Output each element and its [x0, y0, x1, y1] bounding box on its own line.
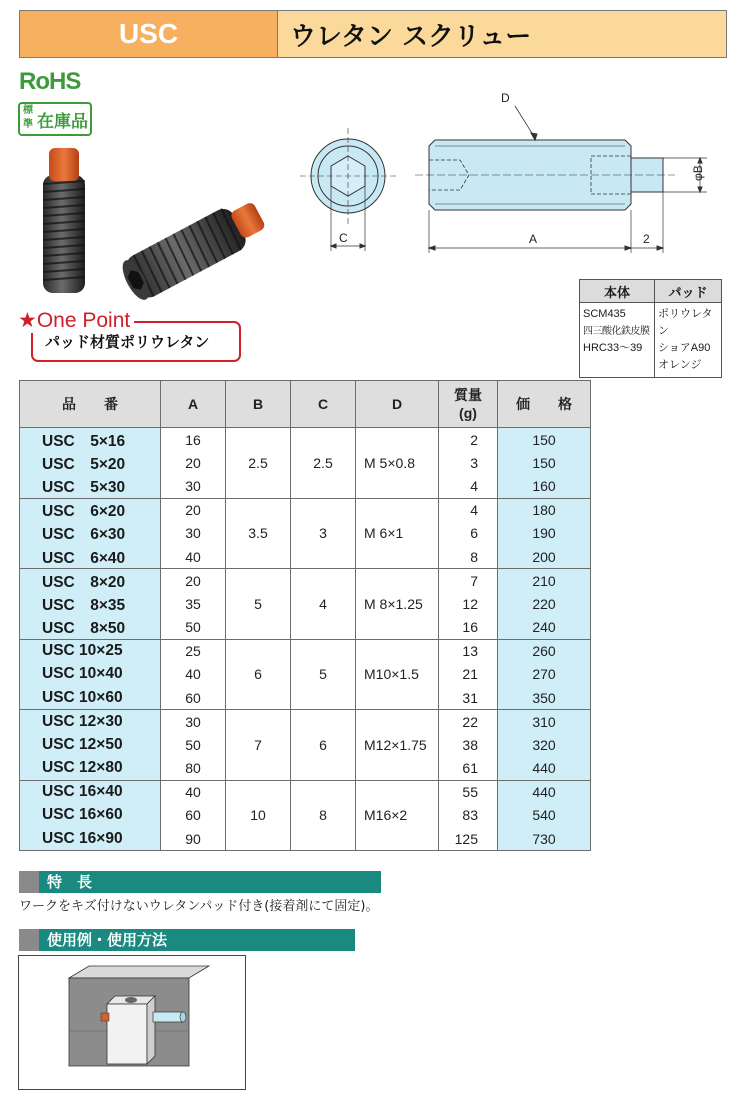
b-cell: 5 — [226, 569, 291, 640]
one-point-title: ★One Point — [16, 308, 134, 333]
a-cell: 25 — [161, 639, 226, 663]
mass-cell: 8 — [439, 545, 498, 569]
price-cell: 350 — [498, 686, 591, 710]
part-number-cell: USC 6×40 — [20, 545, 161, 569]
stock-standard-label: 標準 — [23, 105, 33, 130]
material-header-pad: パッド — [655, 280, 722, 303]
mass-cell: 2 — [439, 428, 498, 452]
product-name: ウレタン スクリュー — [278, 11, 726, 57]
b-cell: 3.5 — [226, 498, 291, 569]
b-cell: 10 — [226, 780, 291, 851]
part-number-cell: USC 10×25 — [20, 639, 161, 663]
a-cell: 50 — [161, 616, 226, 640]
spec-body — [20, 428, 591, 851]
price-cell: 730 — [498, 827, 591, 851]
c-cell: 5 — [291, 639, 356, 710]
section-bar-accent — [19, 871, 39, 893]
table-row — [20, 710, 591, 734]
a-cell: 80 — [161, 757, 226, 781]
dim-2-label: 2 — [643, 232, 650, 246]
header-price: 価 格 — [498, 381, 591, 428]
dim-a-label: A — [529, 232, 538, 246]
price-cell: 180 — [498, 498, 591, 522]
header-c: C — [291, 381, 356, 428]
price-cell: 190 — [498, 522, 591, 546]
a-cell: 16 — [161, 428, 226, 452]
material-pad-line: ショアA90 — [658, 342, 711, 354]
a-cell: 40 — [161, 780, 226, 804]
mass-cell: 55 — [439, 780, 498, 804]
d-cell: M 6×1 — [356, 498, 439, 569]
product-photo — [20, 140, 280, 310]
c-cell: 4 — [291, 569, 356, 640]
mass-cell: 7 — [439, 569, 498, 593]
stock-badge — [18, 102, 92, 136]
usage-illustration — [19, 956, 245, 1089]
d-cell: M 5×0.8 — [356, 428, 439, 499]
features-text: ワークをキズ付けないウレタンパッド付き(接着剤にて固定)。 — [19, 899, 379, 914]
spec-table — [19, 380, 591, 851]
a-cell: 30 — [161, 522, 226, 546]
stock-label: 在庫品 — [37, 111, 88, 132]
table-row — [20, 780, 591, 804]
part-number-cell: USC 5×16 — [20, 428, 161, 452]
part-number-cell: USC 12×80 — [20, 757, 161, 781]
a-cell: 60 — [161, 686, 226, 710]
material-body-line: HRC33～39 — [583, 342, 643, 354]
price-cell: 220 — [498, 592, 591, 616]
price-cell: 440 — [498, 780, 591, 804]
table-row — [20, 569, 591, 593]
features-section-bar — [19, 871, 381, 893]
b-cell: 7 — [226, 710, 291, 781]
d-cell: M 8×1.25 — [356, 569, 439, 640]
one-point-text: パッド材質ポリウレタン — [45, 333, 210, 351]
part-number-cell: USC 6×30 — [20, 522, 161, 546]
mass-cell: 61 — [439, 757, 498, 781]
material-pad-line: オレンジ — [658, 359, 702, 371]
price-cell: 150 — [498, 451, 591, 475]
header-d: D — [356, 381, 439, 428]
b-cell: 2.5 — [226, 428, 291, 499]
table-row — [20, 639, 591, 663]
a-cell: 50 — [161, 733, 226, 757]
material-header-body: 本体 — [580, 280, 655, 303]
table-row — [20, 498, 591, 522]
part-number-cell: USC 12×30 — [20, 710, 161, 734]
a-cell: 40 — [161, 663, 226, 687]
a-cell: 40 — [161, 545, 226, 569]
mass-cell: 38 — [439, 733, 498, 757]
a-cell: 20 — [161, 569, 226, 593]
section-bar-accent — [19, 929, 39, 951]
material-pad-cell — [655, 303, 722, 378]
part-number-cell: USC 5×30 — [20, 475, 161, 499]
a-cell: 35 — [161, 592, 226, 616]
mass-cell: 16 — [439, 616, 498, 640]
part-number-cell: USC 8×35 — [20, 592, 161, 616]
usage-section-bar — [19, 929, 355, 951]
c-cell: 2.5 — [291, 428, 356, 499]
price-cell: 160 — [498, 475, 591, 499]
technical-drawing — [295, 88, 715, 263]
part-number-cell: USC 8×50 — [20, 616, 161, 640]
mass-cell: 21 — [439, 663, 498, 687]
material-body-line: 四三酸化鉄皮膜 — [583, 326, 650, 337]
mass-cell: 4 — [439, 475, 498, 499]
c-cell: 8 — [291, 780, 356, 851]
b-cell: 6 — [226, 639, 291, 710]
mass-cell: 125 — [439, 827, 498, 851]
header-mass: 質量 (g) — [439, 381, 498, 428]
dim-phib-label: φB — [691, 165, 705, 181]
price-cell: 240 — [498, 616, 591, 640]
price-cell: 150 — [498, 428, 591, 452]
mass-cell: 6 — [439, 522, 498, 546]
material-pad-line: ポリウレタン — [658, 308, 713, 337]
price-cell: 310 — [498, 710, 591, 734]
end-view — [300, 128, 396, 251]
part-number-cell: USC 16×90 — [20, 827, 161, 851]
mass-cell: 3 — [439, 451, 498, 475]
price-cell: 260 — [498, 639, 591, 663]
header-a: A — [161, 381, 226, 428]
part-number-cell: USC 10×60 — [20, 686, 161, 710]
mass-cell: 22 — [439, 710, 498, 734]
a-cell: 20 — [161, 451, 226, 475]
mass-cell: 13 — [439, 639, 498, 663]
a-cell: 60 — [161, 804, 226, 828]
usage-title: 使用例・使用方法 — [39, 929, 355, 951]
mass-cell: 12 — [439, 592, 498, 616]
price-cell: 540 — [498, 804, 591, 828]
part-number-cell: USC 10×40 — [20, 663, 161, 687]
d-cell: M12×1.75 — [356, 710, 439, 781]
price-cell: 440 — [498, 757, 591, 781]
features-title: 特 長 — [39, 871, 381, 893]
mass-cell: 31 — [439, 686, 498, 710]
price-cell: 270 — [498, 663, 591, 687]
d-cell: M10×1.5 — [356, 639, 439, 710]
title-bar — [19, 10, 727, 58]
part-number-cell: USC 6×20 — [20, 498, 161, 522]
mass-cell: 4 — [439, 498, 498, 522]
a-cell: 30 — [161, 475, 226, 499]
part-number-cell: USC 16×40 — [20, 780, 161, 804]
header-part: 品 番 — [20, 381, 161, 428]
usage-illustration-box — [18, 955, 246, 1090]
dim-d-label: D — [501, 91, 510, 105]
header-b: B — [226, 381, 291, 428]
a-cell: 90 — [161, 827, 226, 851]
table-row — [20, 428, 591, 452]
part-number-cell: USC 12×50 — [20, 733, 161, 757]
a-cell: 20 — [161, 498, 226, 522]
dim-c-label: C — [339, 231, 348, 245]
side-view — [415, 106, 707, 253]
material-table — [579, 279, 722, 378]
rohs-badge: RoHS — [19, 68, 81, 95]
part-number-cell: USC 16×60 — [20, 804, 161, 828]
material-body-cell — [580, 303, 655, 378]
price-cell: 200 — [498, 545, 591, 569]
material-body-line: SCM435 — [583, 308, 626, 320]
part-number-cell: USC 8×20 — [20, 569, 161, 593]
price-cell: 320 — [498, 733, 591, 757]
price-cell: 210 — [498, 569, 591, 593]
part-number-cell: USC 5×20 — [20, 451, 161, 475]
c-cell: 6 — [291, 710, 356, 781]
d-cell: M16×2 — [356, 780, 439, 851]
product-code: USC — [20, 11, 278, 57]
a-cell: 30 — [161, 710, 226, 734]
c-cell: 3 — [291, 498, 356, 569]
mass-cell: 83 — [439, 804, 498, 828]
